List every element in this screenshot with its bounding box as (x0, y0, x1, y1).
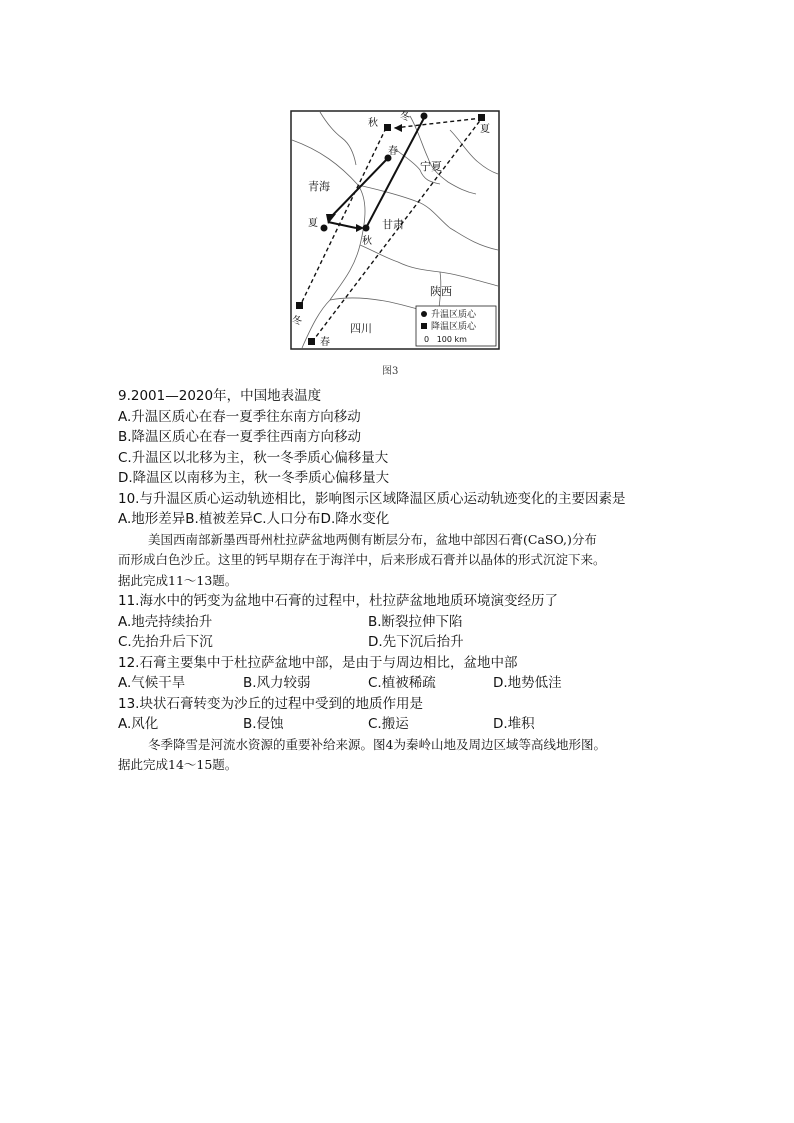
legend-cool-label: 降温区质心 (431, 322, 477, 332)
q11-options-row2 (118, 632, 678, 653)
map-svg (290, 110, 500, 350)
label-qinghai: 青海 (308, 180, 330, 193)
q12-option-c: C.植被稀疏 (368, 675, 436, 691)
cooling-autumn-marker (384, 124, 391, 131)
q11-option-b: B.断裂拉伸下陷 (368, 613, 463, 630)
label-gansu: 甘肃 (382, 218, 404, 231)
map-legend (416, 306, 496, 346)
q9-option-a: A.升温区质心在春一夏季往东南方向移动 (118, 408, 361, 425)
question-block (118, 386, 678, 776)
q11-stem: 11.海水中的钙变为盆地中石膏的过程中，杜拉萨盆地地质环境演变经历了 (118, 593, 558, 609)
q13-option-b: B.侵蚀 (243, 716, 284, 732)
label-cool-summer: 夏 (480, 124, 490, 135)
q11-option-a: A.地壳持续抬升 (118, 613, 213, 630)
cooling-summer-marker (478, 114, 485, 121)
figure-3-map (290, 110, 500, 350)
q13-option-d: D.堆积 (493, 716, 535, 732)
warming-autumn-marker (363, 225, 370, 232)
warming-summer-marker (321, 225, 328, 232)
warming-winter-marker (421, 113, 428, 120)
q10-options: A.地形差异B.植被差异C.人口分布D.降水变化 (118, 511, 390, 527)
q9-option-d: D.降温区以南移为主，秋一冬季质心偏移量大 (118, 470, 390, 486)
q9-option-c: C.升温区以北移为主，秋一冬季质心偏移量大 (118, 449, 389, 466)
q12-stem: 12.石膏主要集中于杜拉萨盆地中部，是由于与周边相比，盆地中部 (118, 654, 518, 671)
q11-option-c: C.先抬升后下沉 (118, 634, 213, 650)
label-shaanxi: 陕西 (430, 285, 452, 298)
q11-options-row1 (118, 612, 678, 633)
label-sichuan: 四川 (350, 322, 372, 335)
q12-option-d: D.地势低洼 (493, 675, 562, 691)
passage1-line3: 据此完成11～13题。 (118, 572, 238, 588)
q9-option-b: B.降温区质心在春一夏季往西南方向移动 (118, 429, 362, 445)
q10-stem: 10.与升温区质心运动轨迹相比，影响图示区域降温区质心运动轨迹变化的主要因素是 (118, 490, 626, 507)
cooling-winter-marker (296, 302, 303, 309)
passage1-line1: 美国西南部新墨西哥州杜拉萨盆地两侧有断层分布，盆地中部因石膏(CaSO,)分布 (148, 531, 597, 547)
q12-option-a: A.气候干旱 (118, 675, 186, 691)
q13-options (118, 714, 678, 735)
legend-warm-label: 升温区质心 (431, 310, 477, 320)
q13-stem: 13.块状石膏转变为沙丘的过程中受到的地质作用是 (118, 695, 423, 712)
q9-stem: 9.2001—2020年，中国地表温度 (118, 388, 322, 404)
label-warm-spring: 春 (388, 146, 398, 157)
legend-scale-label: 0 100 km (424, 335, 467, 344)
label-cool-winter: 冬 (292, 316, 302, 327)
q13-option-c: C.搬运 (368, 716, 409, 732)
q12-options (118, 673, 678, 694)
label-warm-summer: 夏 (308, 218, 318, 229)
passage2-line1: 冬季降雪是河流水资源的重要补给来源。图4为秦岭山地及周边区域等高线地形图。 (148, 736, 606, 752)
label-cool-spring: 春 (320, 337, 330, 348)
label-warm-autumn: 秋 (362, 236, 372, 247)
q13-option-a: A.风化 (118, 716, 159, 732)
q11-option-d: D.先下沉后抬升 (368, 634, 464, 650)
q12-option-b: B.风力较弱 (243, 675, 311, 691)
label-warm-winter: 冬 (400, 112, 410, 123)
passage2-line2: 据此完成14～15题。 (118, 757, 238, 772)
label-ningxia: 宁夏 (420, 160, 442, 173)
passage1-line2: 而形成白色沙丘。这里的钙早期存在于海洋中，后来形成石膏并以晶体的形式沉淀下来。 (118, 552, 606, 567)
figure-caption: 图3 (382, 366, 399, 377)
label-cool-autumn: 秋 (368, 118, 378, 129)
cooling-spring-marker (308, 338, 315, 345)
